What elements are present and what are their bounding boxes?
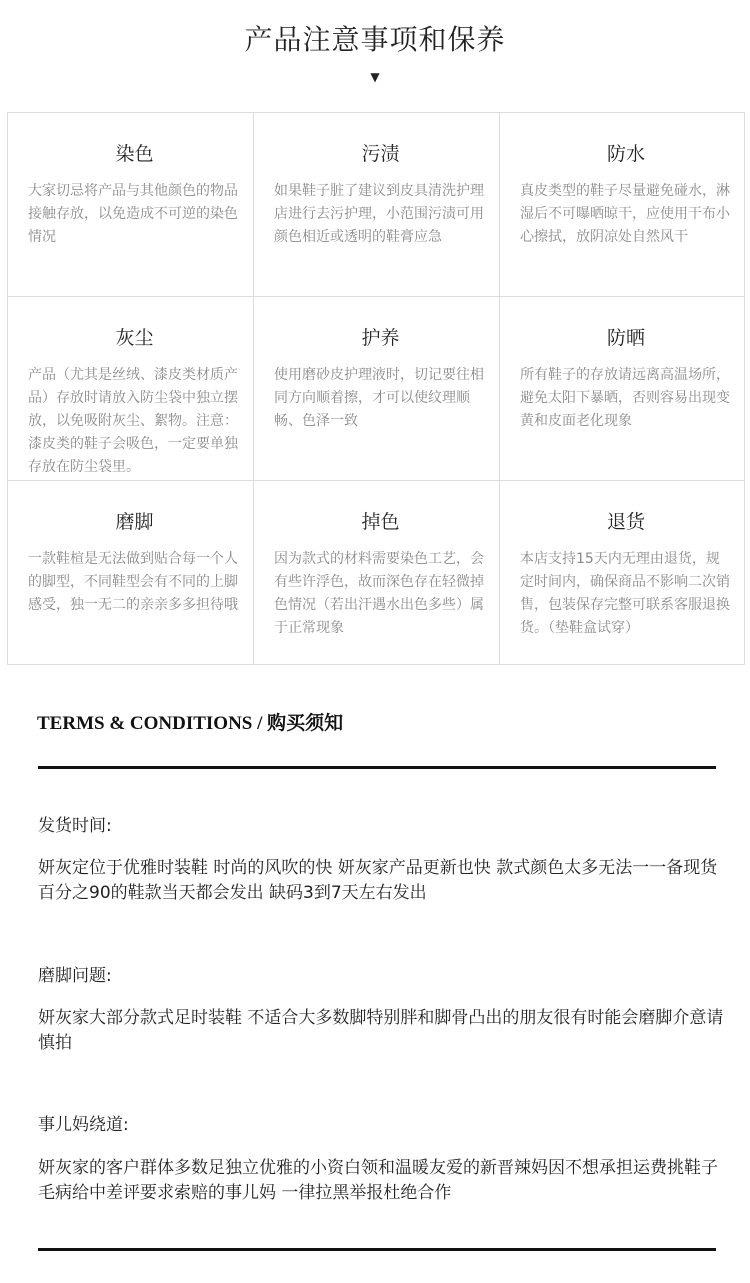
care-item-dyeing: [8, 113, 254, 297]
care-item-text: 一款鞋楦是无法做到贴合每一个人的脚型，不同鞋型会有不同的上脚感受，独一无二的亲亲多多担待哦: [28, 551, 238, 613]
care-item-title: 防晒: [606, 327, 645, 349]
section-body-difficult-customers: 妍灰家的客户群体多数足独立优雅的小资白领和温暖友爱的新晋辣妈因不想承担运费挑鞋子毛病给中差评要求索赔的事儿妈 一律拉黑举报杜绝合作: [38, 1158, 718, 1203]
care-item-title: 磨脚: [115, 511, 154, 533]
care-item-title: 护养: [361, 327, 400, 349]
section-body-shipping: 妍灰定位于优雅时装鞋 时尚的风吹的快 妍灰家产品更新也快 款式颜色太多无法一一备现货 百分之90的鞋款当天都会发出 缺码3到7天左右发出: [38, 858, 718, 903]
care-item-color-fading: [254, 481, 500, 664]
care-item-sun-protection: [500, 297, 744, 481]
terms-title: TERMS & CONDITIONS / 购买须知: [37, 713, 344, 734]
section-label-shipping: 发货时间:: [38, 816, 112, 836]
care-item-returns: [500, 481, 744, 664]
care-item-title: 灰尘: [115, 327, 154, 349]
care-item-text: 真皮类型的鞋子尽量避免碰水，淋湿后不可曝晒晾干，应使用干布小心擦拭，放阴凉处自然风干: [520, 183, 730, 245]
care-item-text: 本店支持15天内无理由退货，规定时间内，确保商品不影响二次销售，包装保存完整可联系客服退换货。（垫鞋盒试穿）: [520, 551, 730, 636]
triangle-down-icon: ▼: [370, 70, 380, 84]
care-item-text: 大家切忌将产品与其他颜色的物品接触存放，以免造成不可逆的染色情况: [28, 183, 238, 245]
section-label-difficult-customers: 事儿妈绕道:: [38, 1115, 129, 1135]
care-item-chafing: [8, 481, 254, 664]
care-item-title: 污渍: [361, 143, 400, 165]
care-item-dust: [8, 297, 254, 481]
care-item-stains: [254, 113, 500, 297]
care-item-waterproof: [500, 113, 744, 297]
care-item-title: 防水: [606, 143, 645, 165]
care-item-text: 如果鞋子脏了建议到皮具清洗护理店进行去污护理，小范围污渍可用颜色相近或透明的鞋膏应急: [274, 183, 484, 245]
care-item-title: 退货: [606, 511, 645, 533]
care-item-text: 因为款式的材料需要染色工艺，会有些许浮色，故而深色存在轻微掉色情况（若出汗遇水出色多些）属于正常现象: [274, 551, 484, 636]
care-item-text: 使用磨砂皮护理液时，切记要往相同方向顺着擦，才可以使纹理顺畅、色泽一致: [274, 367, 484, 429]
care-item-text: 产品（尤其是丝绒、漆皮类材质产品）存放时请放入防尘袋中独立摆放，以免吸附灰尘、絮物。注意：漆皮类的鞋子会吸色，一定要单独存放在防尘袋里。: [28, 367, 238, 475]
section-label-chafing: 磨脚问题:: [38, 966, 112, 986]
care-item-maintenance: [254, 297, 500, 481]
care-item-title: 掉色: [361, 511, 400, 533]
care-item-text: 所有鞋子的存放请远离高温场所，避免太阳下暴晒，否则容易出现变黄和皮面老化现象: [520, 367, 730, 429]
divider: [38, 766, 716, 769]
care-grid: [7, 112, 745, 665]
care-item-title: 染色: [115, 143, 154, 165]
section-body-chafing: 妍灰家大部分款式足时装鞋 不适合大多数脚特别胖和脚骨凸出的朋友很有时能会磨脚介意请慎拍: [38, 1008, 724, 1053]
divider: [38, 1248, 716, 1251]
page-title: 产品注意事项和保养: [244, 23, 506, 56]
